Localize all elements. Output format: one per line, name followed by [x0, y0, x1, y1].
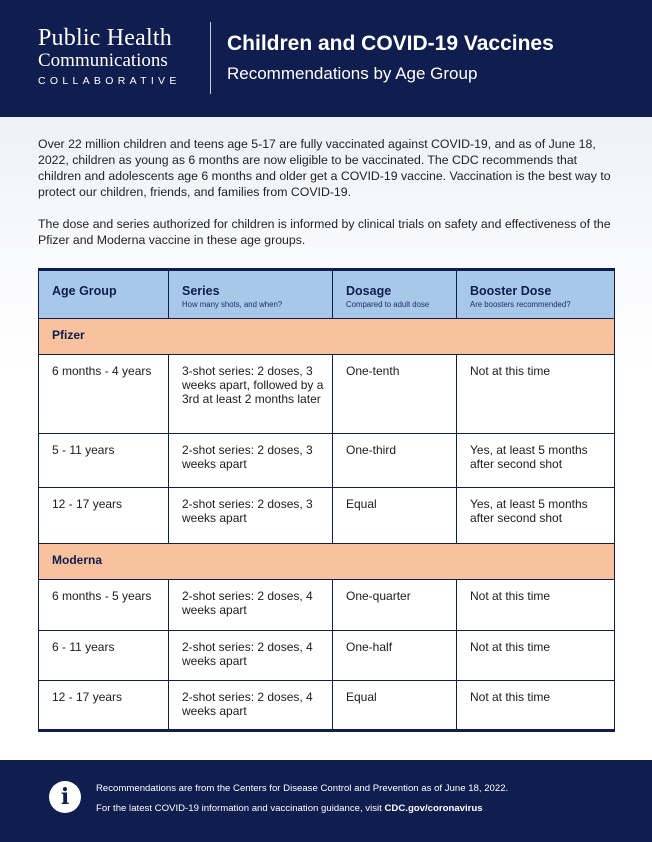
- intro-paragraph-2: The dose and series authorized for children is informed by clinical trials on safety and effectiveness of the Pfizer and Moderna vaccine in these age groups.: [38, 217, 611, 247]
- table-row: [39, 631, 615, 681]
- header-label: Booster Dose: [470, 284, 552, 298]
- cell-age: 6 months - 5 years: [39, 580, 169, 631]
- cell-age: 12 - 17 years: [39, 681, 169, 731]
- header-sublabel: How many shots, and when?: [182, 300, 283, 309]
- header-sublabel: Are boosters recommended?: [470, 300, 571, 309]
- cell-dosage: One-tenth: [333, 355, 457, 434]
- cell-booster: Not at this time: [457, 631, 615, 681]
- info-icon: i: [49, 781, 81, 813]
- footer-guidance-text: For the latest COVID-19 information and vaccination guidance, visit: [96, 803, 385, 814]
- table-header-row: [39, 270, 615, 319]
- cell-booster: Not at this time: [457, 355, 615, 434]
- logo-line-1: Public Health: [38, 25, 172, 51]
- footer-guidance: [96, 802, 483, 815]
- page-subtitle: Recommendations by Age Group: [227, 64, 478, 83]
- table-row: [39, 580, 615, 631]
- cell-series: 2-shot series: 2 doses, 3 weeks apart: [169, 434, 333, 488]
- logo-line-2: Communications: [38, 50, 168, 71]
- header-sublabel: Compared to adult dose: [346, 300, 430, 309]
- footer-banner: [0, 760, 652, 842]
- cell-series: 2-shot series: 2 doses, 4 weeks apart: [169, 631, 333, 681]
- group-label: Pfizer: [39, 319, 615, 355]
- header-dosage: [333, 270, 457, 319]
- cell-age: 6 months - 4 years: [39, 355, 169, 434]
- table-row: [39, 434, 615, 488]
- header-booster: [457, 270, 615, 319]
- header-label: Dosage: [346, 284, 392, 298]
- header-label: Series: [182, 284, 220, 298]
- page-title: Children and COVID-19 Vaccines: [227, 32, 554, 55]
- logo-line-3: COLLABORATIVE: [38, 75, 181, 87]
- cell-age: 6 - 11 years: [39, 631, 169, 681]
- group-row-moderna: [39, 544, 615, 580]
- header-age-group: [39, 270, 169, 319]
- header-series: [169, 270, 333, 319]
- cell-booster: Not at this time: [457, 681, 615, 731]
- header-banner: [0, 0, 652, 117]
- header-divider: [210, 22, 211, 94]
- footer-source: Recommendations are from the Centers for Disease Control and Prevention as of June 18, 2022.: [96, 783, 509, 794]
- group-row-pfizer: [39, 319, 615, 355]
- table-row: [39, 355, 615, 434]
- cell-series: 2-shot series: 2 doses, 4 weeks apart: [169, 580, 333, 631]
- cell-booster: Yes, at least 5 months after second shot: [457, 488, 615, 544]
- cell-dosage: One-third: [333, 434, 457, 488]
- cell-age: 12 - 17 years: [39, 488, 169, 544]
- cell-series: 2-shot series: 2 doses, 4 weeks apart: [169, 681, 333, 731]
- cell-dosage: Equal: [333, 681, 457, 731]
- cell-series: 2-shot series: 2 doses, 3 weeks apart: [169, 488, 333, 544]
- cdc-link[interactable]: CDC.gov/coronavirus: [384, 803, 483, 814]
- vaccine-table: [38, 268, 615, 732]
- cell-booster: Not at this time: [457, 580, 615, 631]
- phcc-logo: [38, 26, 181, 89]
- cell-dosage: One-quarter: [333, 580, 457, 631]
- table-row: [39, 681, 615, 731]
- cell-dosage: One-half: [333, 631, 457, 681]
- cell-age: 5 - 11 years: [39, 434, 169, 488]
- intro-text: [38, 136, 618, 264]
- group-label: Moderna: [39, 544, 615, 580]
- header-label: Age Group: [52, 284, 117, 298]
- intro-paragraph-1: Over 22 million children and teens age 5-17 are fully vaccinated against COVID-19, and as of June 18, 2022, children as young as 6 months are now eligible to be vaccinated. The CDC recommends that children and adolescents age 6 months and older get a COVID-19 vaccine. Vaccination is the best way to protect our children, friends, and families from COVID-19.: [38, 137, 611, 199]
- table-row: [39, 488, 615, 544]
- cell-dosage: Equal: [333, 488, 457, 544]
- cell-series: 3-shot series: 2 doses, 3 weeks apart, followed by a 3rd at least 2 months later: [169, 355, 333, 434]
- cell-booster: Yes, at least 5 months after second shot: [457, 434, 615, 488]
